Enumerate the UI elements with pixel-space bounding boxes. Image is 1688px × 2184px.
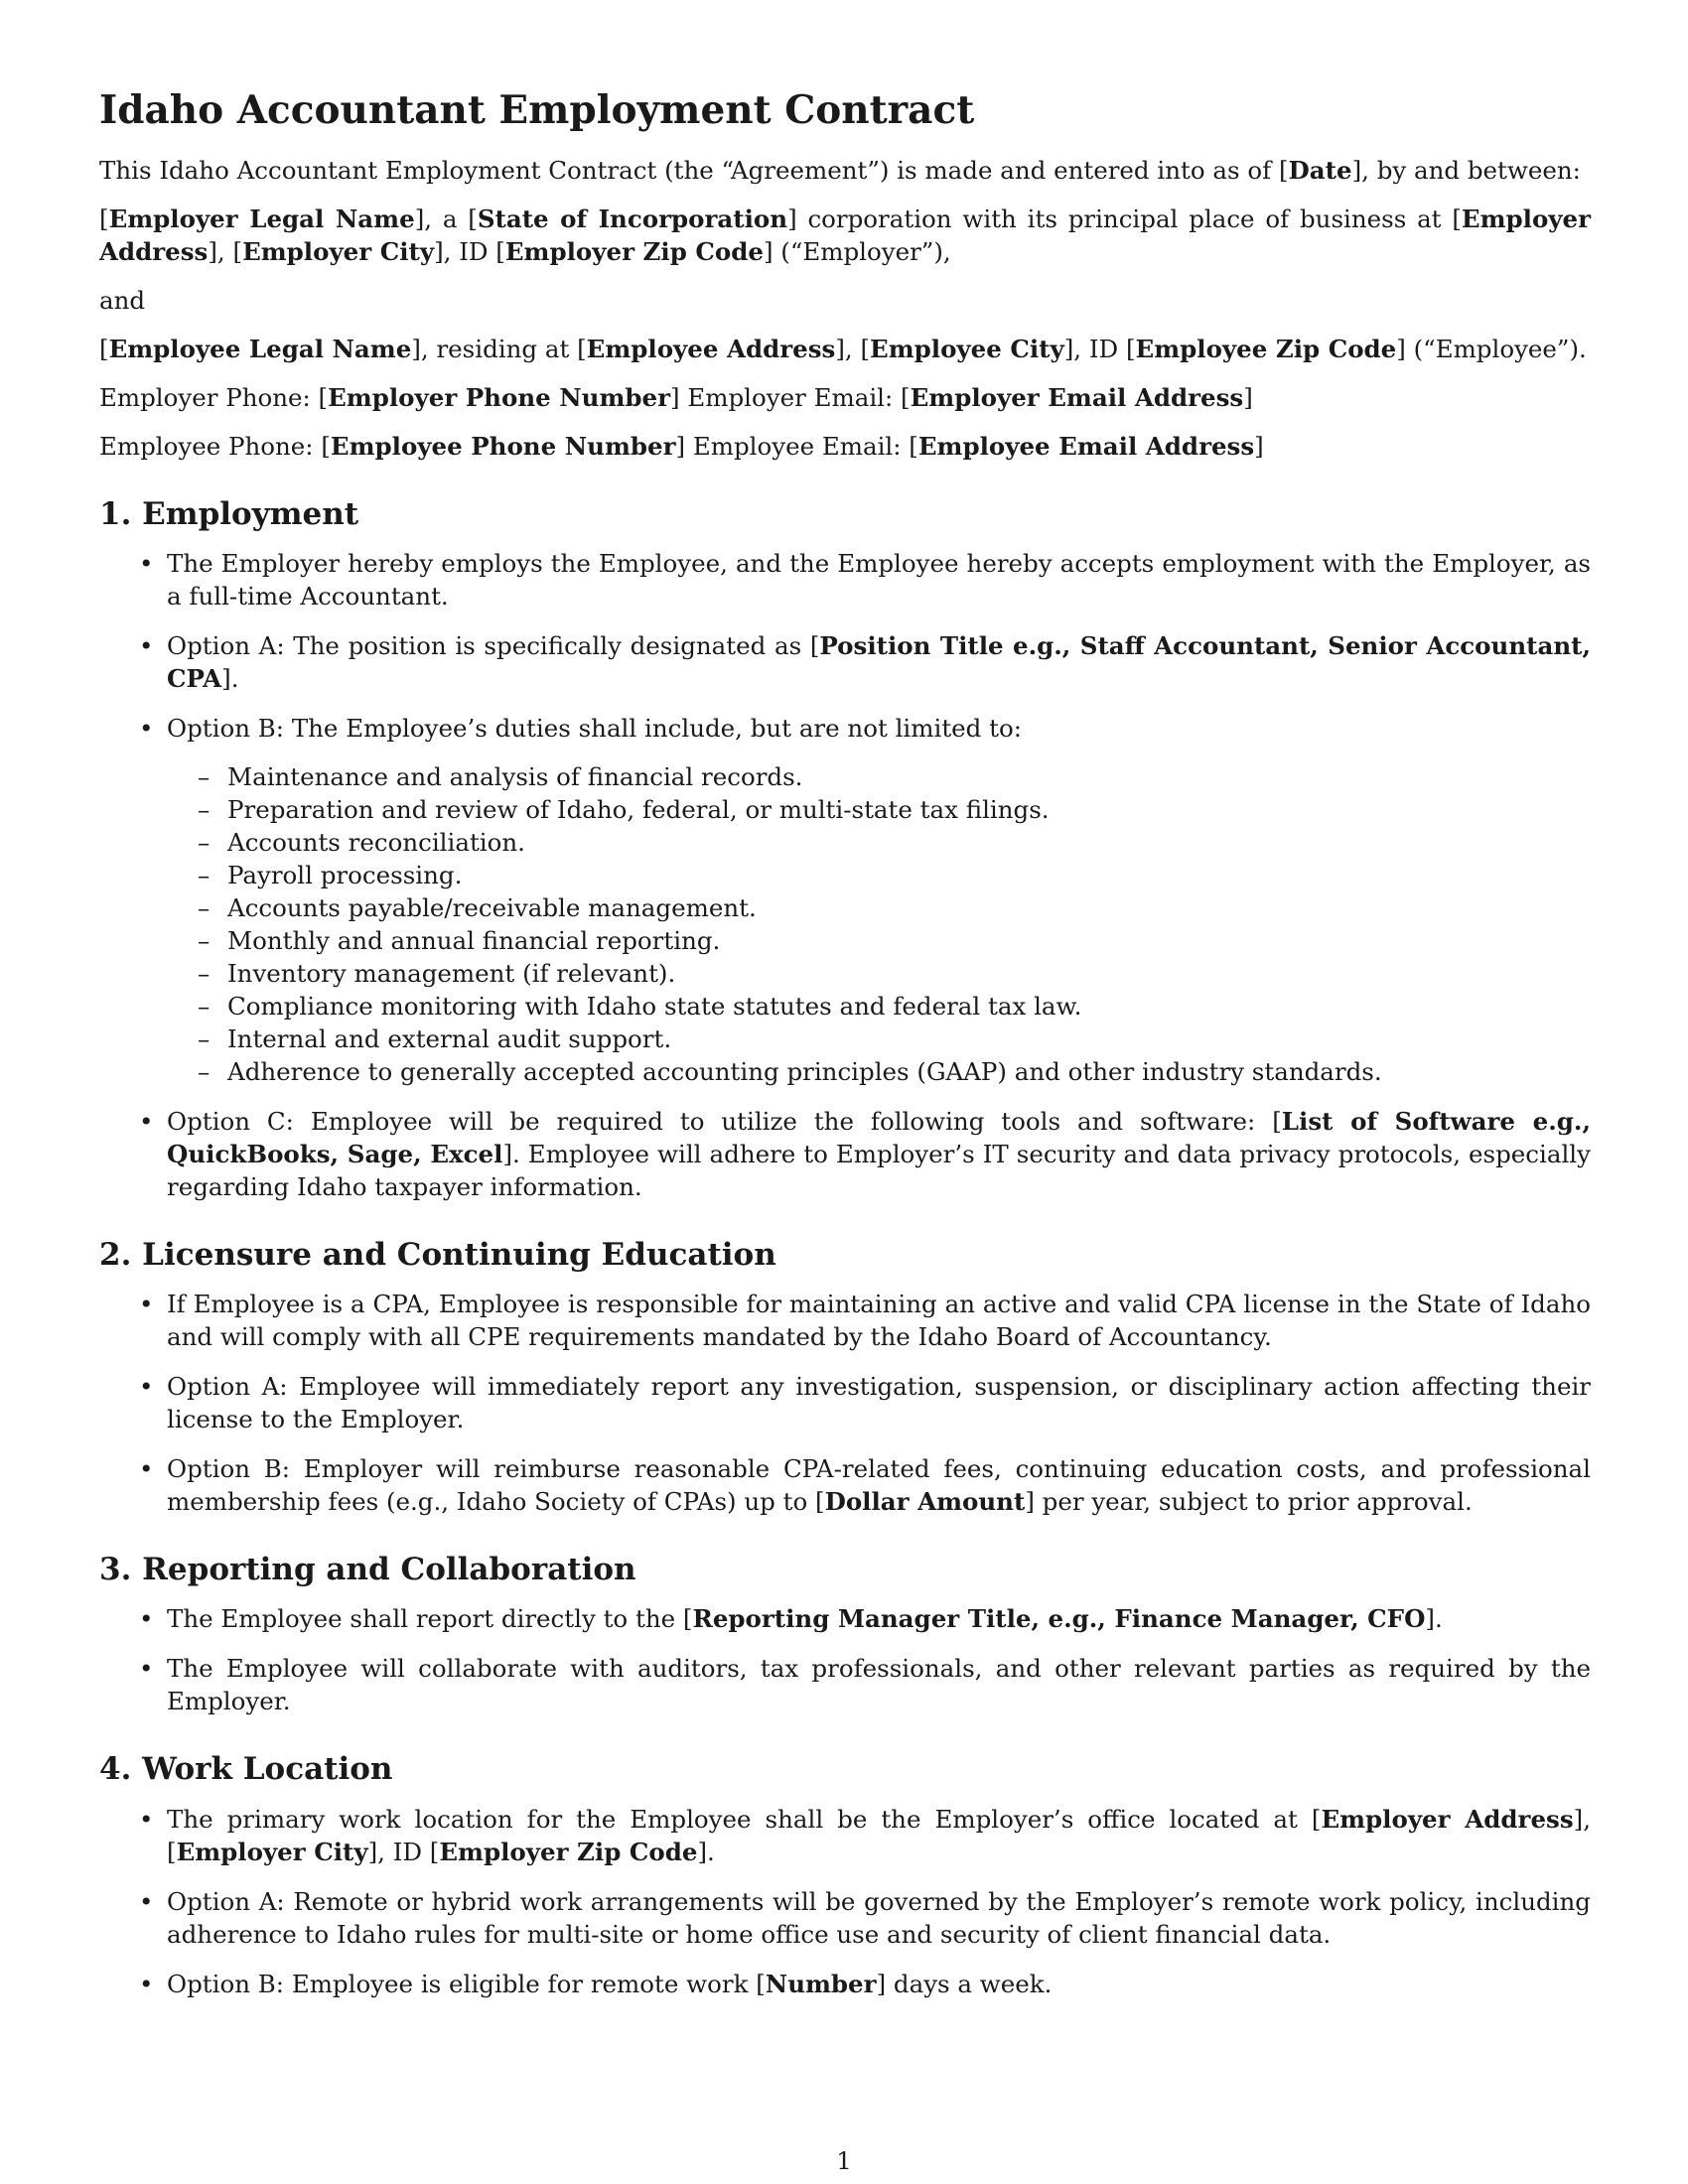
document-page <box>99 87 1591 2017</box>
dollar-amount-field: Dollar Amount <box>824 1487 1026 1517</box>
text: ]. <box>221 663 239 693</box>
employer-party <box>99 203 1591 268</box>
employer-city-field: Employer City <box>242 236 435 266</box>
text: ] (“Employer”), <box>763 236 951 266</box>
text: Option B: The Employee’s duties shall include, but are not limited to: <box>167 713 1022 743</box>
employee-legal-name-field: Employee Legal Name <box>108 334 412 363</box>
list-item: • Option A: Remote or hybrid work arrangements will be governed by the Employer’s remote work policy, including adherence to Idaho rules for multi-site or home office use and security of client financial data. <box>99 1885 1591 1951</box>
duty-item: – Accounts reconciliation. <box>167 826 1591 859</box>
duty-item: – Monthly and annual financial reporting. <box>167 924 1591 957</box>
reporting-list <box>99 1602 1591 1717</box>
duty-item: – Maintenance and analysis of financial records. <box>167 760 1591 793</box>
text: Employee Phone: [ <box>99 431 331 461</box>
text: ], residing at [ <box>411 334 587 363</box>
employee-address-field: Employee Address <box>586 334 836 363</box>
text: [ <box>99 204 109 233</box>
employer-address-field: Employer Address <box>99 204 1592 266</box>
text: ]. <box>697 1837 715 1866</box>
and-text: and <box>99 285 146 315</box>
text: ], [ <box>167 1804 1592 1866</box>
employer-email-field: Employer Email Address <box>910 382 1244 412</box>
employee-party <box>99 333 1591 365</box>
duty-item: – Inventory management (if relevant). <box>167 957 1591 990</box>
licensure-list <box>99 1288 1591 1518</box>
section-heading-work-location: 4. Work Location <box>99 1751 393 1788</box>
list-item <box>99 1105 1591 1203</box>
employee-city-field: Employee City <box>870 334 1064 363</box>
work-location-list <box>99 1803 1591 2000</box>
section-heading-licensure: 2. Licensure and Continuing Education <box>99 1236 776 1273</box>
text: ] Employer Email: [ <box>670 382 911 412</box>
text: Option B: Employee is eligible for remote work [ <box>167 1969 766 1998</box>
employer-phone-field: Employer Phone Number <box>328 382 671 412</box>
state-of-incorporation-field: State of Incorporation <box>477 204 788 233</box>
employer-legal-name-field: Employer Legal Name <box>108 204 415 233</box>
text: Option C: Employee will be required to utilize the following tools and software: [ <box>167 1106 1282 1136</box>
section-heading-reporting: 3. Reporting and Collaboration <box>99 1552 636 1588</box>
text: ]. Employee will adhere to Employer’s IT security and data privacy protocols, especially regarding Idaho taxpayer information. <box>167 1139 1591 1201</box>
employee-email-field: Employee Email Address <box>917 431 1255 461</box>
list-item: • Option A: Employee will immediately report any investigation, suspension, or disciplinary action affecting their license to the Employer. <box>99 1370 1591 1435</box>
employment-list <box>99 547 1591 1203</box>
text: ], [ <box>208 236 243 266</box>
employee-phone-field: Employee Phone Number <box>330 431 676 461</box>
text: The primary work location for the Employee shall be the Employer’s office located at [ <box>167 1804 1322 1834</box>
employer-contact <box>99 381 1591 414</box>
text: ] <box>1254 431 1264 461</box>
text: The Employee shall report directly to the [ <box>167 1604 693 1634</box>
text: ] days a week. <box>876 1969 1053 1998</box>
date-field: Date <box>1288 155 1352 185</box>
text: ] Employee Email: [ <box>675 431 918 461</box>
employer-city-field: Employer City <box>176 1837 368 1866</box>
page-number: 1 <box>836 2146 852 2175</box>
duties-list <box>167 760 1591 1088</box>
text: [ <box>99 334 109 363</box>
text: ], ID [ <box>434 236 505 266</box>
duty-item: – Preparation and review of Idaho, federal, or multi-state tax filings. <box>167 793 1591 826</box>
text: ] per year, subject to prior approval. <box>1025 1487 1473 1517</box>
duty-item: – Accounts payable/receivable management. <box>167 891 1591 924</box>
reporting-manager-field: Reporting Manager Title, e.g., Finance Manager, CFO <box>692 1604 1426 1634</box>
text: ] (“Employee”). <box>1396 334 1587 363</box>
text: Option B: Employer will reimburse reasonable CPA-related fees, continuing education costs, and professional membership fees (e.g., Idaho Society of CPAs) up to [ <box>167 1454 1591 1517</box>
software-list-field: List of Software e.g., QuickBooks, Sage, Excel <box>167 1106 1591 1168</box>
list-item <box>99 629 1591 695</box>
list-item <box>99 712 1591 1088</box>
remote-days-field: Number <box>765 1969 877 1998</box>
text: ], [ <box>835 334 871 363</box>
employer-zip-field: Employer Zip Code <box>439 1837 698 1866</box>
section-heading-employment: 1. Employment <box>99 495 359 532</box>
text: ], a [ <box>414 204 478 233</box>
intro-text: ], by and between: <box>1351 155 1581 185</box>
list-item: • If Employee is a CPA, Employee is responsible for maintaining an active and valid CPA license in the State of Idaho and will comply with all CPE requirements mandated by the Idaho Board of Accountancy. <box>99 1288 1591 1353</box>
intro-paragraph <box>99 154 1591 187</box>
duty-item: – Adherence to generally accepted accounting principles (GAAP) and other industry standards. <box>167 1055 1591 1088</box>
duty-item: – Internal and external audit support. <box>167 1023 1591 1055</box>
employer-address-field: Employer Address <box>1321 1804 1574 1834</box>
employee-zip-field: Employee Zip Code <box>1135 334 1397 363</box>
employer-zip-field: Employer Zip Code <box>504 236 764 266</box>
text: ], ID [ <box>1063 334 1136 363</box>
employee-contact <box>99 430 1591 463</box>
position-title-field: Position Title e.g., Staff Accountant, Senior Accountant, CPA <box>167 630 1591 693</box>
list-item <box>99 1452 1591 1518</box>
document-title: Idaho Accountant Employment Contract <box>99 87 975 133</box>
text: ] <box>1243 382 1253 412</box>
text: Employer Phone: [ <box>99 382 329 412</box>
text: Option A: The position is specifically designated as [ <box>167 630 820 660</box>
list-item <box>99 1803 1591 1868</box>
text: ]. <box>1425 1604 1443 1634</box>
list-item: • The Employee will collaborate with auditors, tax professionals, and other relevant parties as required by the Employer. <box>99 1652 1591 1717</box>
text: ], ID [ <box>367 1837 440 1866</box>
list-item: • The Employer hereby employs the Employee, and the Employee hereby accepts employment with the Employer, as a full-time Accountant. <box>99 547 1591 613</box>
list-item <box>99 1602 1591 1635</box>
duty-item: – Payroll processing. <box>167 859 1591 891</box>
duty-item: – Compliance monitoring with Idaho state statutes and federal tax law. <box>167 990 1591 1023</box>
intro-text: This Idaho Accountant Employment Contract (the “Agreement”) is made and entered into as of [ <box>99 155 1289 185</box>
list-item <box>99 1968 1591 2000</box>
text: ] corporation with its principal place of business at [ <box>787 204 1462 233</box>
